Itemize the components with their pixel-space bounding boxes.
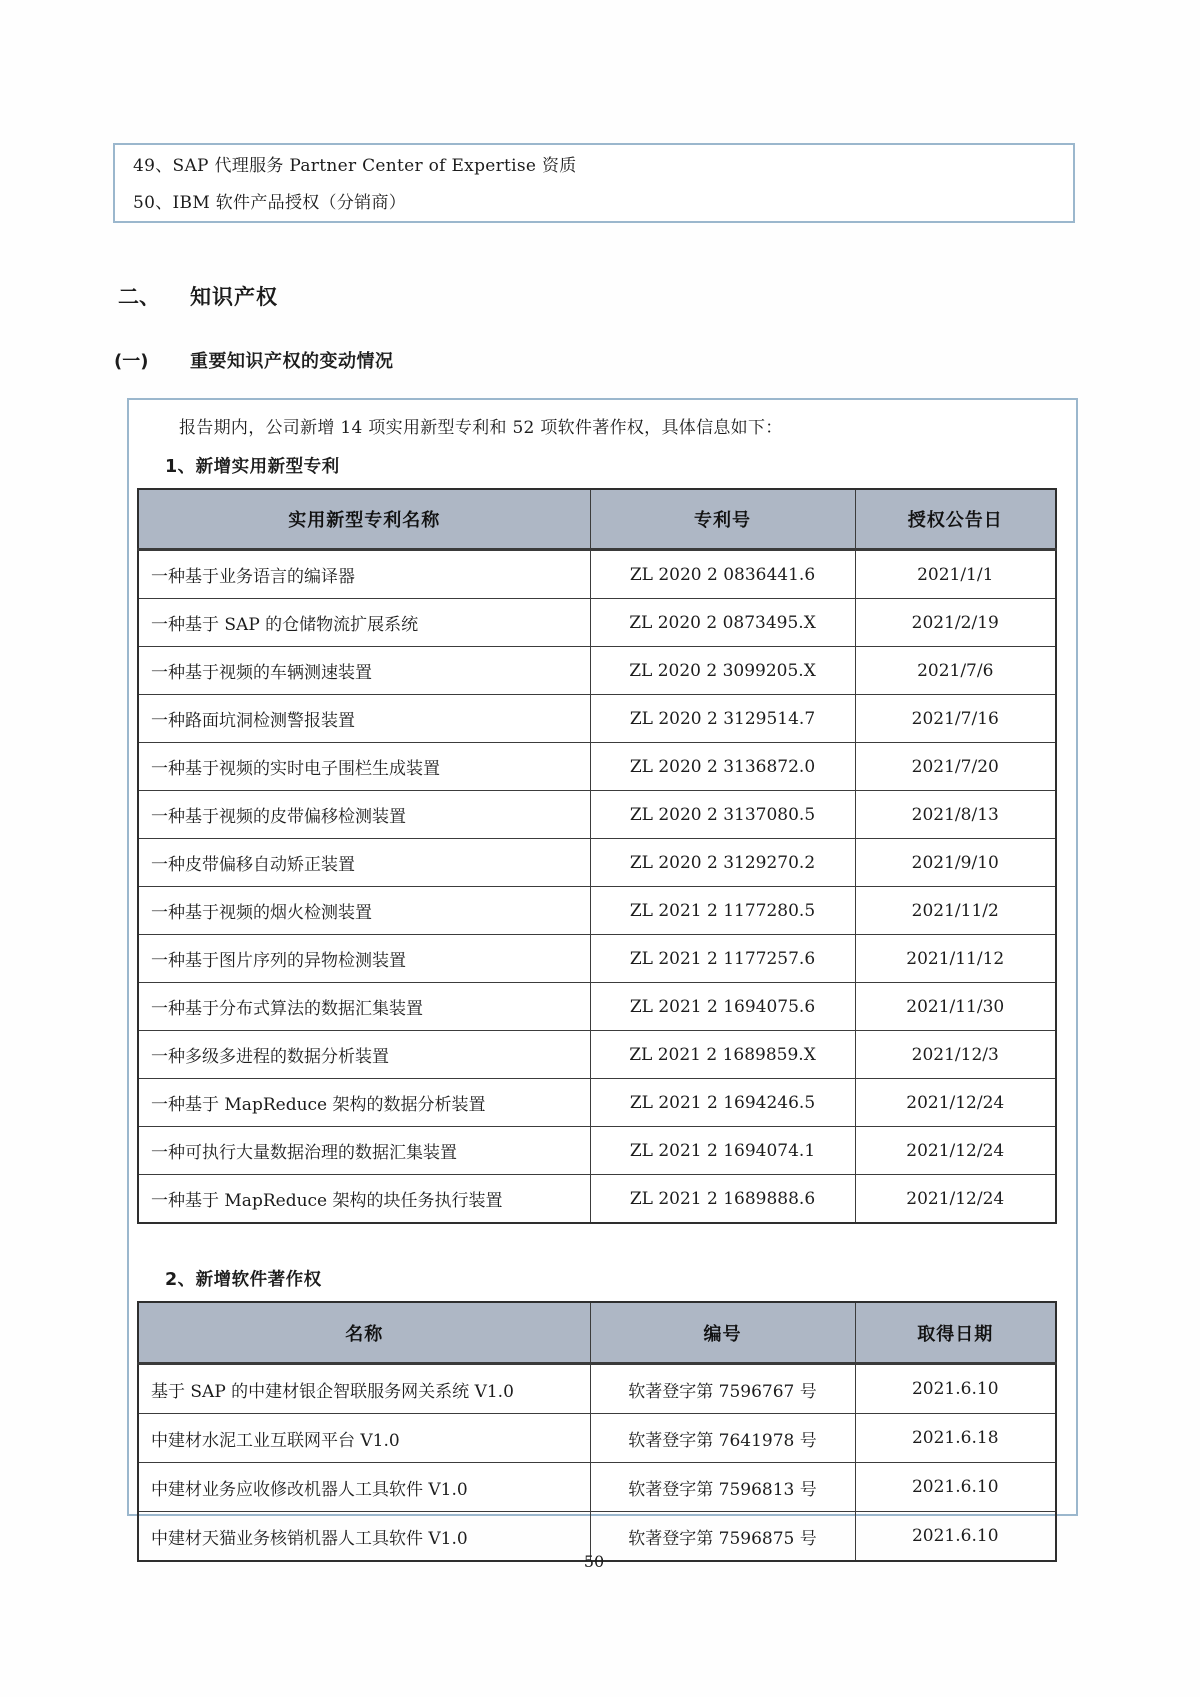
grant-date-cell: 2021/12/24 [855,1175,1056,1224]
patent-no-cell: ZL 2020 2 3129270.2 [590,839,855,887]
patent-no-cell: ZL 2020 2 3129514.7 [590,695,855,743]
patent-table-caption: 1、新增实用新型专利 [165,457,340,477]
table-row [138,1031,1056,1079]
patent-name-cell: 一种基于视频的烟火检测装置 [138,887,590,935]
table-row [138,983,1056,1031]
col-header-grant-date: 授权公告日 [855,489,1056,550]
table-row [138,647,1056,695]
patent-name-cell: 一种基于图片序列的异物检测装置 [138,935,590,983]
grant-date-cell: 2021/11/12 [855,935,1056,983]
grant-date-cell: 2021/12/3 [855,1031,1056,1079]
col-header-obtain-date: 取得日期 [855,1302,1056,1364]
subsection-number: (一) [114,351,149,372]
patent-no-cell: ZL 2020 2 3136872.0 [590,743,855,791]
software-name-cell: 中建材业务应收修改机器人工具软件 V1.0 [138,1463,590,1512]
patent-name-cell: 一种基于 MapReduce 架构的数据分析装置 [138,1079,590,1127]
grant-date-cell: 2021/11/30 [855,983,1056,1031]
table-row [138,1414,1056,1463]
col-header-patent-name: 实用新型专利名称 [138,489,590,550]
grant-date-cell: 2021/8/13 [855,791,1056,839]
section-title: 知识产权 [190,285,278,309]
patent-name-cell: 一种皮带偏移自动矫正装置 [138,839,590,887]
software-name-cell: 基于 SAP 的中建材银企智联服务网关系统 V1.0 [138,1364,590,1414]
grant-date-cell: 2021/9/10 [855,839,1056,887]
registration-no-cell: 软著登字第 7641978 号 [590,1414,855,1463]
registration-no-cell: 软著登字第 7596767 号 [590,1364,855,1414]
patent-name-cell: 一种基于业务语言的编译器 [138,550,590,599]
software-name-cell: 中建材水泥工业互联网平台 V1.0 [138,1414,590,1463]
obtain-date-cell: 2021.6.18 [855,1414,1056,1463]
patent-no-cell: ZL 2021 2 1694246.5 [590,1079,855,1127]
registration-no-cell: 软著登字第 7596813 号 [590,1463,855,1512]
patent-name-cell: 一种多级多进程的数据分析装置 [138,1031,590,1079]
patent-no-cell: ZL 2020 2 0836441.6 [590,550,855,599]
patent-no-cell: ZL 2020 2 0873495.X [590,599,855,647]
patent-name-cell: 一种基于分布式算法的数据汇集装置 [138,983,590,1031]
grant-date-cell: 2021/2/19 [855,599,1056,647]
intro-paragraph: 报告期内，公司新增 14 项实用新型专利和 52 项软件著作权，具体信息如下： [179,418,783,438]
registration-no-cell: 软著登字第 7596875 号 [590,1512,855,1562]
grant-date-cell: 2021/1/1 [855,550,1056,599]
table-row [138,550,1056,599]
table-row [138,1127,1056,1175]
copyright-table-caption: 2、新增软件著作权 [165,1270,322,1290]
obtain-date-cell: 2021.6.10 [855,1463,1056,1512]
table-row [138,1175,1056,1224]
col-header-patent-no: 专利号 [590,489,855,550]
page-number: 50 [583,1552,605,1571]
patent-no-cell: ZL 2021 2 1177257.6 [590,935,855,983]
section-number: 二、 [118,285,160,309]
obtain-date-cell: 2021.6.10 [855,1512,1056,1562]
col-header-registration-no: 编号 [590,1302,855,1364]
grant-date-cell: 2021/12/24 [855,1079,1056,1127]
grant-date-cell: 2021/7/16 [855,695,1056,743]
patent-name-cell: 一种可执行大量数据治理的数据汇集装置 [138,1127,590,1175]
patent-no-cell: ZL 2020 2 3137080.5 [590,791,855,839]
grant-date-cell: 2021/11/2 [855,887,1056,935]
table-row [138,1079,1056,1127]
patent-no-cell: ZL 2021 2 1177280.5 [590,887,855,935]
patent-name-cell: 一种基于 SAP 的仓储物流扩展系统 [138,599,590,647]
table-row [138,1463,1056,1512]
grant-date-cell: 2021/7/6 [855,647,1056,695]
patent-name-cell: 一种基于视频的车辆测速装置 [138,647,590,695]
patent-no-cell: ZL 2021 2 1689859.X [590,1031,855,1079]
qualification-list-box [113,143,1075,223]
table-row [138,1364,1056,1414]
table-header-row [138,489,1056,550]
table-header-row [138,1302,1056,1364]
patent-no-cell: ZL 2021 2 1694075.6 [590,983,855,1031]
patent-name-cell: 一种基于视频的实时电子围栏生成装置 [138,743,590,791]
grant-date-cell: 2021/12/24 [855,1127,1056,1175]
table-row [138,935,1056,983]
table-row [138,695,1056,743]
table-row [138,839,1056,887]
obtain-date-cell: 2021.6.10 [855,1364,1056,1414]
patent-no-cell: ZL 2021 2 1689888.6 [590,1175,855,1224]
qualification-item: 50、IBM 软件产品授权（分销商） [133,193,407,213]
software-name-cell: 中建材天猫业务核销机器人工具软件 V1.0 [138,1512,590,1562]
patent-name-cell: 一种基于 MapReduce 架构的块任务执行装置 [138,1175,590,1224]
patent-no-cell: ZL 2020 2 3099205.X [590,647,855,695]
ip-content-box [127,398,1078,1549]
table-row [138,599,1056,647]
grant-date-cell: 2021/7/20 [855,743,1056,791]
col-header-software-name: 名称 [138,1302,590,1364]
table-row [138,887,1056,935]
copyright-table [137,1301,1057,1562]
subsection-title: 重要知识产权的变动情况 [190,351,394,372]
patent-name-cell: 一种路面坑洞检测警报装置 [138,695,590,743]
patent-no-cell: ZL 2021 2 1694074.1 [590,1127,855,1175]
table-row [138,791,1056,839]
table-row [138,743,1056,791]
qualification-item: 49、SAP 代理服务 Partner Center of Expertise 资质 [133,156,577,176]
patent-name-cell: 一种基于视频的皮带偏移检测装置 [138,791,590,839]
patent-table [137,488,1057,1224]
